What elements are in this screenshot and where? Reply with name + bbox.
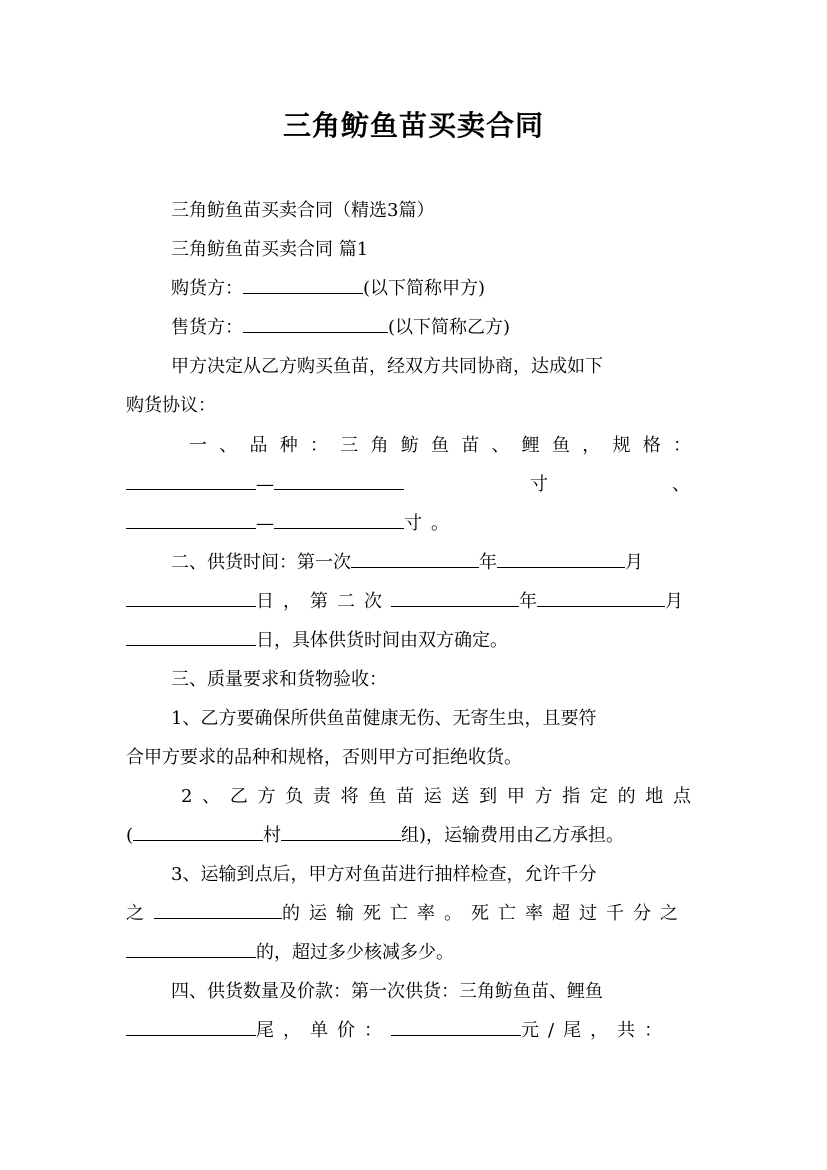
paragraph-line: — 寸。 <box>126 509 700 539</box>
blank <box>391 588 519 607</box>
blank <box>133 822 263 841</box>
blank <box>274 471 404 490</box>
blank <box>154 900 282 919</box>
paragraph-line: 日，具体供货时间由双方确定。 <box>126 626 700 656</box>
paragraph-line: — 寸 、 <box>126 470 700 500</box>
subtitle-line: 三角鲂鱼苗买卖合同（精选3篇） <box>171 200 435 221</box>
buyer-line <box>126 274 700 304</box>
buyer-note: (以下简称甲方) <box>363 278 486 299</box>
section-heading: 三、质量要求和货物验收： <box>171 669 387 690</box>
document-title: 三角鲂鱼苗买卖合同 <box>282 109 544 142</box>
paragraph-line: 之 的运输死亡率。死亡率超过千分之 <box>126 899 700 929</box>
section-heading: 三角鲂鱼苗买卖合同 篇1 <box>171 239 369 260</box>
seller-blank <box>243 314 388 333</box>
blank <box>391 1017 521 1036</box>
paragraph-line: 尾，单价： 元/尾，共： <box>126 1016 700 1046</box>
paragraph-line: 合甲方要求的品种和规格，否则甲方可拒绝收货。 <box>126 747 522 768</box>
blank <box>126 1017 256 1036</box>
paragraph-line: 3、运输到点后，甲方对鱼苗进行抽样检查，允许千分 <box>171 864 597 885</box>
seller-label: 售货方： <box>171 317 243 338</box>
buyer-blank <box>243 275 363 294</box>
blank <box>281 822 401 841</box>
blank <box>126 510 256 529</box>
buyer-label: 购货方： <box>171 278 243 299</box>
paragraph-line: 的，超过多少核减多少。 <box>126 938 700 968</box>
blank <box>497 549 625 568</box>
blank <box>126 471 256 490</box>
section-heading: 四、供货数量及价款：第一次供货：三角鲂鱼苗、鲤鱼 <box>171 981 603 1002</box>
blank <box>351 549 479 568</box>
blank <box>126 627 256 646</box>
paragraph-line: 一、品种：三角鲂鱼苗、鲤鱼，规格： <box>189 435 700 456</box>
paragraph-line: ( 村 组)，运输费用由乙方承担。 <box>126 821 700 851</box>
paragraph-line: 1、乙方要确保所供鱼苗健康无伤、无寄生虫，且要符 <box>171 708 597 729</box>
blank <box>126 588 256 607</box>
paragraph-line: 日，第二次 年 月 <box>126 587 700 617</box>
blank <box>126 939 256 958</box>
paragraph-line: 二、供货时间：第一次 年 月 <box>126 548 700 578</box>
seller-note: (以下简称乙方) <box>388 317 511 338</box>
paragraph-line: 购货协议： <box>126 395 216 416</box>
paragraph-line: 甲方决定从乙方购买鱼苗，经双方共同协商，达成如下 <box>171 356 603 377</box>
blank <box>537 588 665 607</box>
paragraph-line: 2、乙方负责将鱼苗运送到甲方指定的地点 <box>181 786 700 807</box>
blank <box>274 510 404 529</box>
seller-line <box>126 313 700 343</box>
